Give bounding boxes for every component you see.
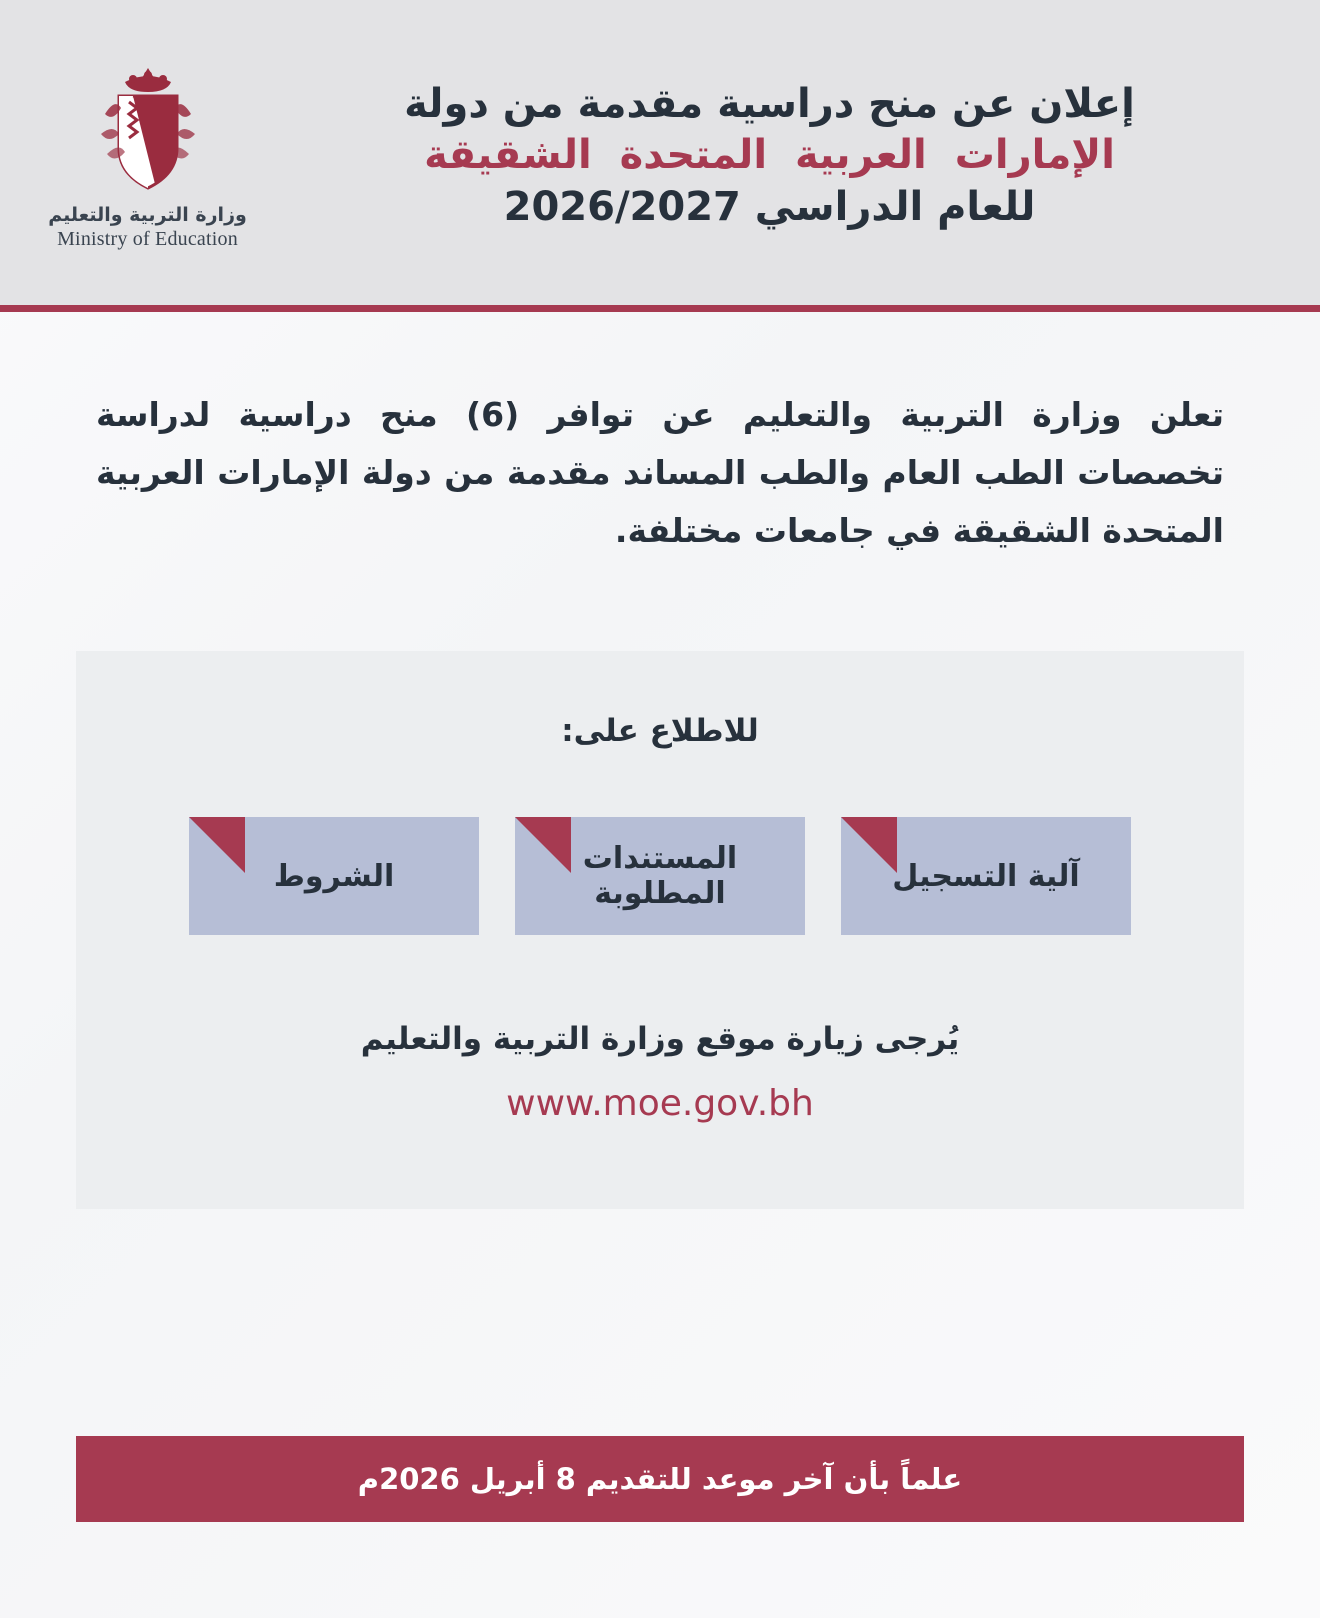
poster-header [0,0,1320,312]
info-panel [76,651,1244,1209]
conditions-button[interactable] [189,817,479,935]
conditions-button-label: الشروط [273,858,395,894]
bahrain-crest-icon [89,62,207,200]
registration-process-button-label: آلية التسجيل [892,858,1080,894]
registration-process-button[interactable] [841,817,1131,935]
title-line-3: للعام الدراسي 2026/2027 [503,183,1036,230]
ministry-logo [40,62,255,251]
deadline-banner [76,1436,1244,1522]
required-documents-button[interactable] [515,817,805,935]
website-link[interactable]: www.moe.gov.bh [506,1083,814,1125]
title-line-2: الإمارات العربية المتحدة الشقيقة [424,132,1115,179]
ministry-name-ar: وزارة التربية والتعليم [48,203,247,226]
poster-title [255,79,1274,233]
panel-heading: للاطلاع على: [561,713,759,750]
required-documents-button-label: المستندات المطلوبة [582,841,738,912]
title-line-1: إعلان عن منح دراسية مقدمة من دولة [404,81,1135,128]
visit-website-text: يُرجى زيارة موقع وزارة التربية والتعليم [360,1021,960,1058]
deadline-text: علماً بأن آخر موعد للتقديم 8 أبريل 2026م [357,1462,963,1496]
intro-paragraph: تعلن وزارة التربية والتعليم عن توافر (6) منح دراسية لدراسة تخصصات الطب العام والطب المساند مقدمة من دولة الإمارات العربية المتحدة الشقيقة في جامعات مختلفة. [96,395,1225,550]
links-row [76,817,1244,935]
ministry-name-en: Ministry of Education [57,227,238,250]
